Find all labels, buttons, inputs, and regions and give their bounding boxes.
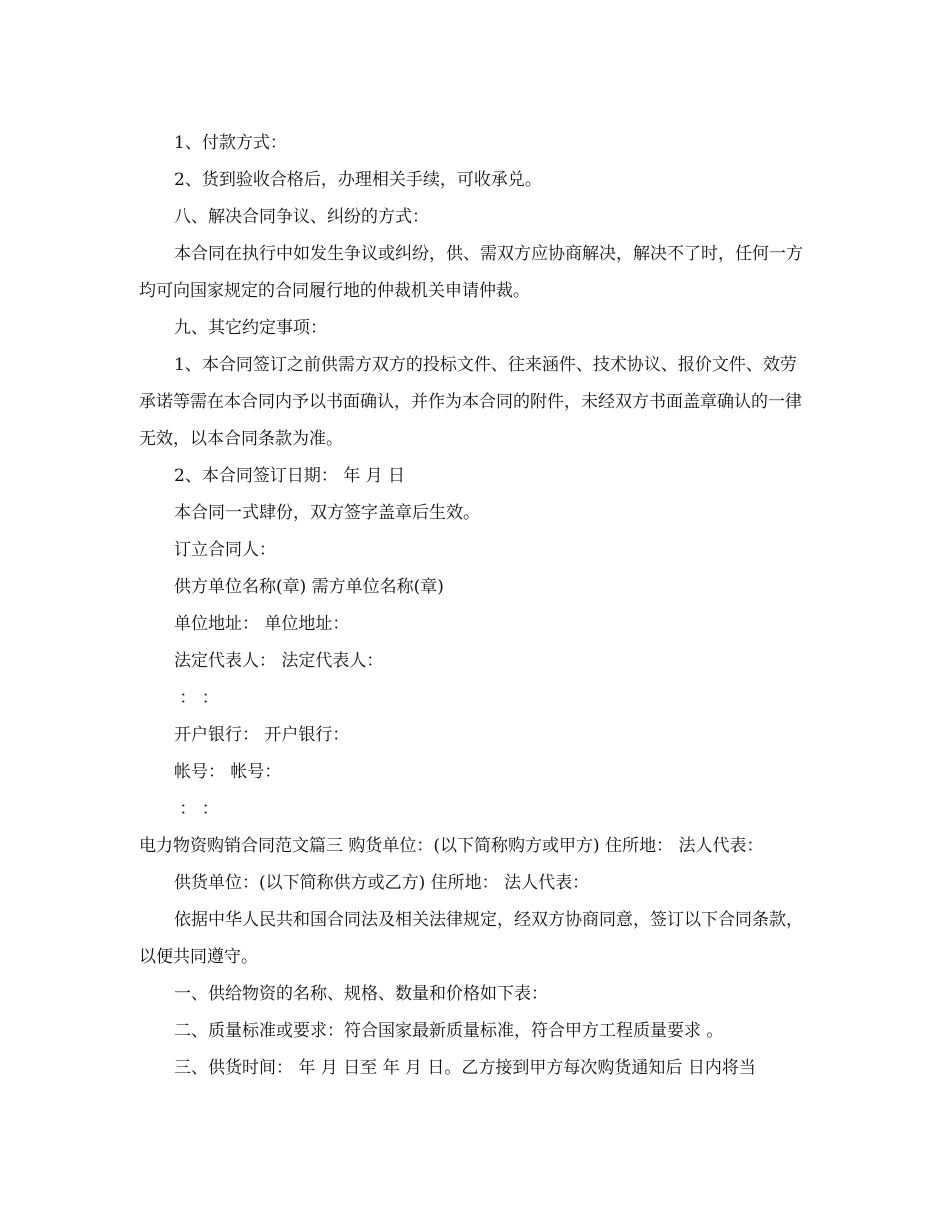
paragraph: 1、付款方式：: [174, 133, 287, 153]
signature-field: 开户银行： 开户银行：: [174, 725, 350, 745]
signature-field: ： ：: [174, 688, 219, 708]
paragraph: 本合同一式肆份，双方签字盖章后生效。: [174, 503, 480, 523]
paragraph: 1、本合同签订之前供需方双方的投标文件、往来涵件、技术协议、报价文件、效劳承诺等需在本合同内予以书面确认，并作为本合同的附件，未经双方书面盖章确认的一律无效，以本合同条款为准。: [139, 355, 802, 449]
signature-field: 供方单位名称(章) 需方单位名称(章): [174, 577, 444, 597]
document-body: [139, 125, 811, 1087]
signature-field: ： ：: [174, 799, 219, 819]
signature-field: 法定代表人： 法定代表人：: [174, 651, 384, 671]
signature-field: 帐号： 帐号：: [174, 762, 282, 782]
paragraph: 2、货到验收合格后，办理相关手续，可收承兑。: [174, 170, 542, 190]
paragraph: 依据中华人民共和国合同法及相关法律规定，经双方协商同意，签订以下合同条款，以便共同遵守。: [139, 910, 803, 967]
paragraph: 供货单位：(以下简称供方或乙方) 住所地： 法人代表：: [174, 873, 590, 893]
paragraph: 本合同在执行中如发生争议或纠纷，供、需双方应协商解决，解决不了时，任何一方均可向国家规定的合同履行地的仲裁机关申请仲裁。: [139, 244, 803, 301]
article-title-paragraph: 电力物资购销合同范文篇三 购货单位：(以下简称购方或甲方) 住所地： 法人代表：: [139, 836, 764, 856]
section-heading: 九、其它约定事项：: [174, 318, 327, 338]
section-heading: 八、解决合同争议、纠纷的方式：: [174, 207, 429, 227]
paragraph: 订立合同人：: [174, 540, 276, 560]
section-heading: 一、供给物资的名称、规格、数量和价格如下表：: [174, 984, 548, 1004]
signature-field: 单位地址： 单位地址：: [174, 614, 350, 634]
section-heading: 二、质量标准或要求：符合国家最新质量标准，符合甲方工程质量要求 。: [174, 1021, 724, 1041]
section-heading: 三、供货时间： 年 月 日至 年 月 日。乙方接到甲方每次购货通知后 日内将当: [174, 1058, 756, 1078]
paragraph: 2、本合同签订日期： 年 月 日: [174, 466, 406, 486]
